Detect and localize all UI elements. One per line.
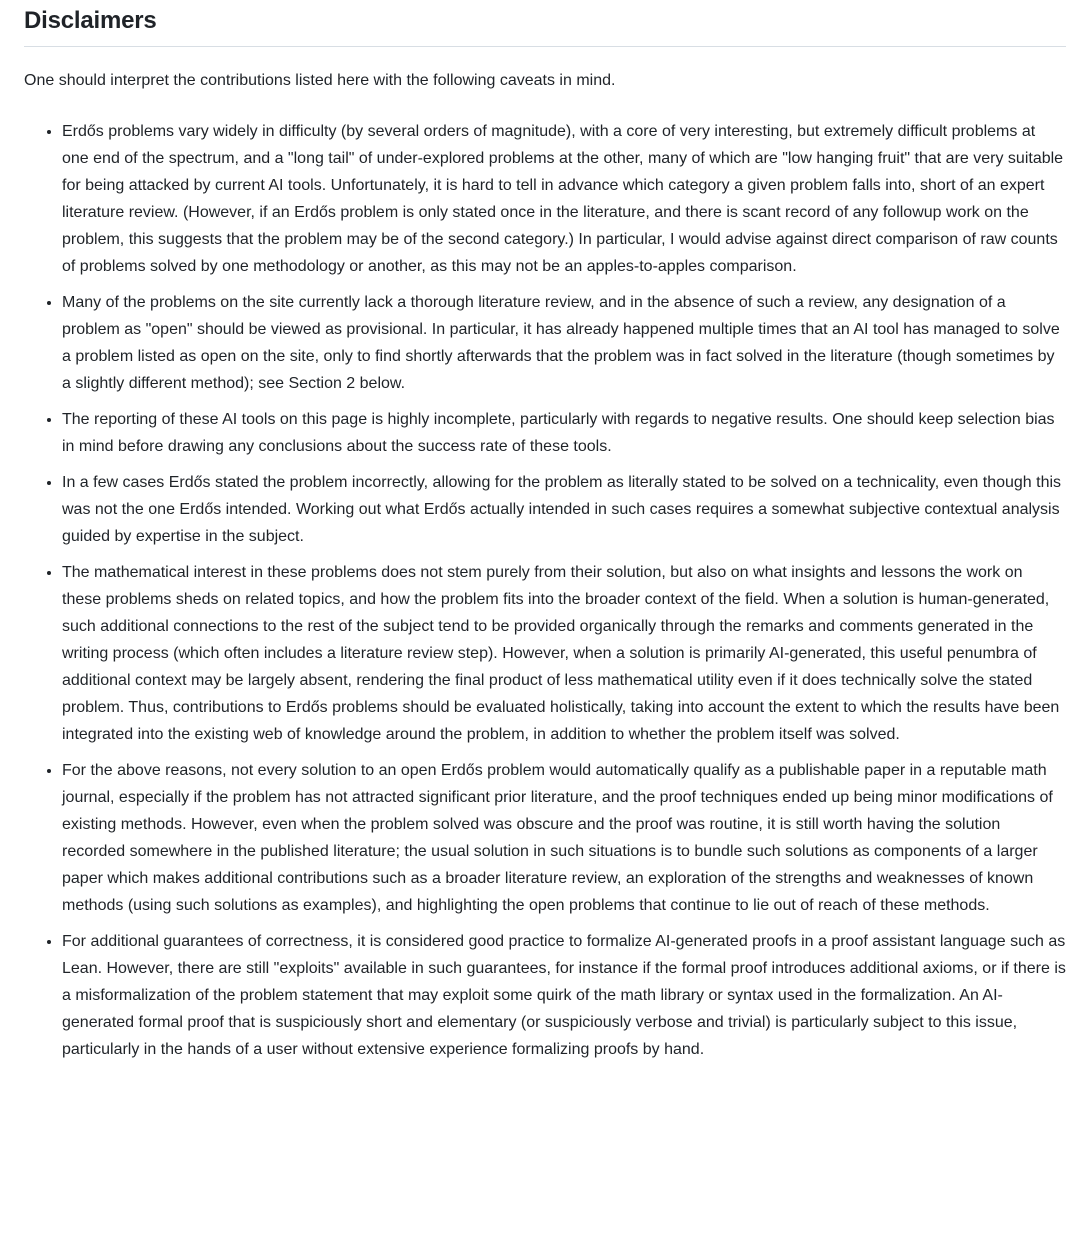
disclaimer-list <box>24 118 1066 1063</box>
list-item: • Erdős problems vary widely in difficulty (by several orders of magnitude), with a core of very interesting, but extremely difficult problems at one end of the spectrum, and a "long tail" of under-explored problems at the other, many of which are "low hanging fruit" that are very suitable for being attacked by current AI tools. Unfortunately, it is hard to tell in advance which category a given problem falls into, short of an expert literature review. (However, if an Erdős problem is only stated once in the literature, and there is scant record of any followup work on the problem, this suggests that the problem may be of the second category.) In particular, I would advise against direct comparison of raw counts of problems solved by one methodology or another, as this may not be an apples-to-apples comparison. <box>62 118 1066 280</box>
list-item: • For the above reasons, not every solution to an open Erdős problem would automatically qualify as a publishable paper in a reputable math journal, especially if the problem has not attracted significant prior literature, and the proof techniques ended up being minor modifications of existing methods. However, even when the problem solved was obscure and the proof was routine, it is still worth having the solution recorded somewhere in the published literature; the usual solution in such situations is to bundle such solutions as components of a larger paper which makes additional contributions such as a broader literature review, an exploration of the strengths and weaknesses of known methods (using such solutions as examples), and highlighting the open problems that continue to lie out of reach of these methods. <box>62 757 1066 919</box>
list-item: • For additional guarantees of correctness, it is considered good practice to formalize AI-generated proofs in a proof assistant language such as Lean. However, there are still "exploits" available in such guarantees, for instance if the formal proof introduces additional axioms, or if there is a misformalization of the problem statement that may exploit some quirk of the math library or syntax used in the formalization. An AI-generated formal proof that is suspiciously short and elementary (or suspiciously verbose and trivial) is particularly subject to this issue, particularly in the hands of a user without extensive experience formalizing proofs by hand. <box>62 928 1066 1063</box>
page-title: Disclaimers <box>24 4 1066 47</box>
list-item: • Many of the problems on the site currently lack a thorough literature review, and in the absence of such a review, any designation of a problem as "open" should be viewed as provisional. In particular, it has already happened multiple times that an AI tool has managed to solve a problem listed as open on the site, only to find shortly afterwards that the problem was in fact solved in the literature (though sometimes by a slightly different method); see Section 2 below. <box>62 289 1066 397</box>
list-item: • The reporting of these AI tools on this page is highly incomplete, particularly with regards to negative results. One should keep selection bias in mind before drawing any conclusions about the success rate of these tools. <box>62 406 1066 460</box>
list-item: • In a few cases Erdős stated the problem incorrectly, allowing for the problem as literally stated to be solved on a technicality, even though this was not the one Erdős intended. Working out what Erdős actually intended in such cases requires a somewhat subjective contextual analysis guided by expertise in the subject. <box>62 469 1066 550</box>
list-item: • The mathematical interest in these problems does not stem purely from their solution, but also on what insights and lessons the work on these problems sheds on related topics, and how the problem fits into the broader context of the field. When a solution is human-generated, such additional connections to the rest of the subject tend to be provided organically through the remarks and comments generated in the writing process (which often includes a literature review step). However, when a solution is primarily AI-generated, this useful penumbra of additional context may be largely absent, rendering the final product of less mathematical utility even if it does technically solve the stated problem. Thus, contributions to Erdős problems should be evaluated holistically, taking into account the extent to which the results have been integrated into the existing web of knowledge around the problem, in addition to whether the problem itself was solved. <box>62 559 1066 748</box>
intro-paragraph: One should interpret the contributions listed here with the following caveats in mind. <box>24 72 616 89</box>
